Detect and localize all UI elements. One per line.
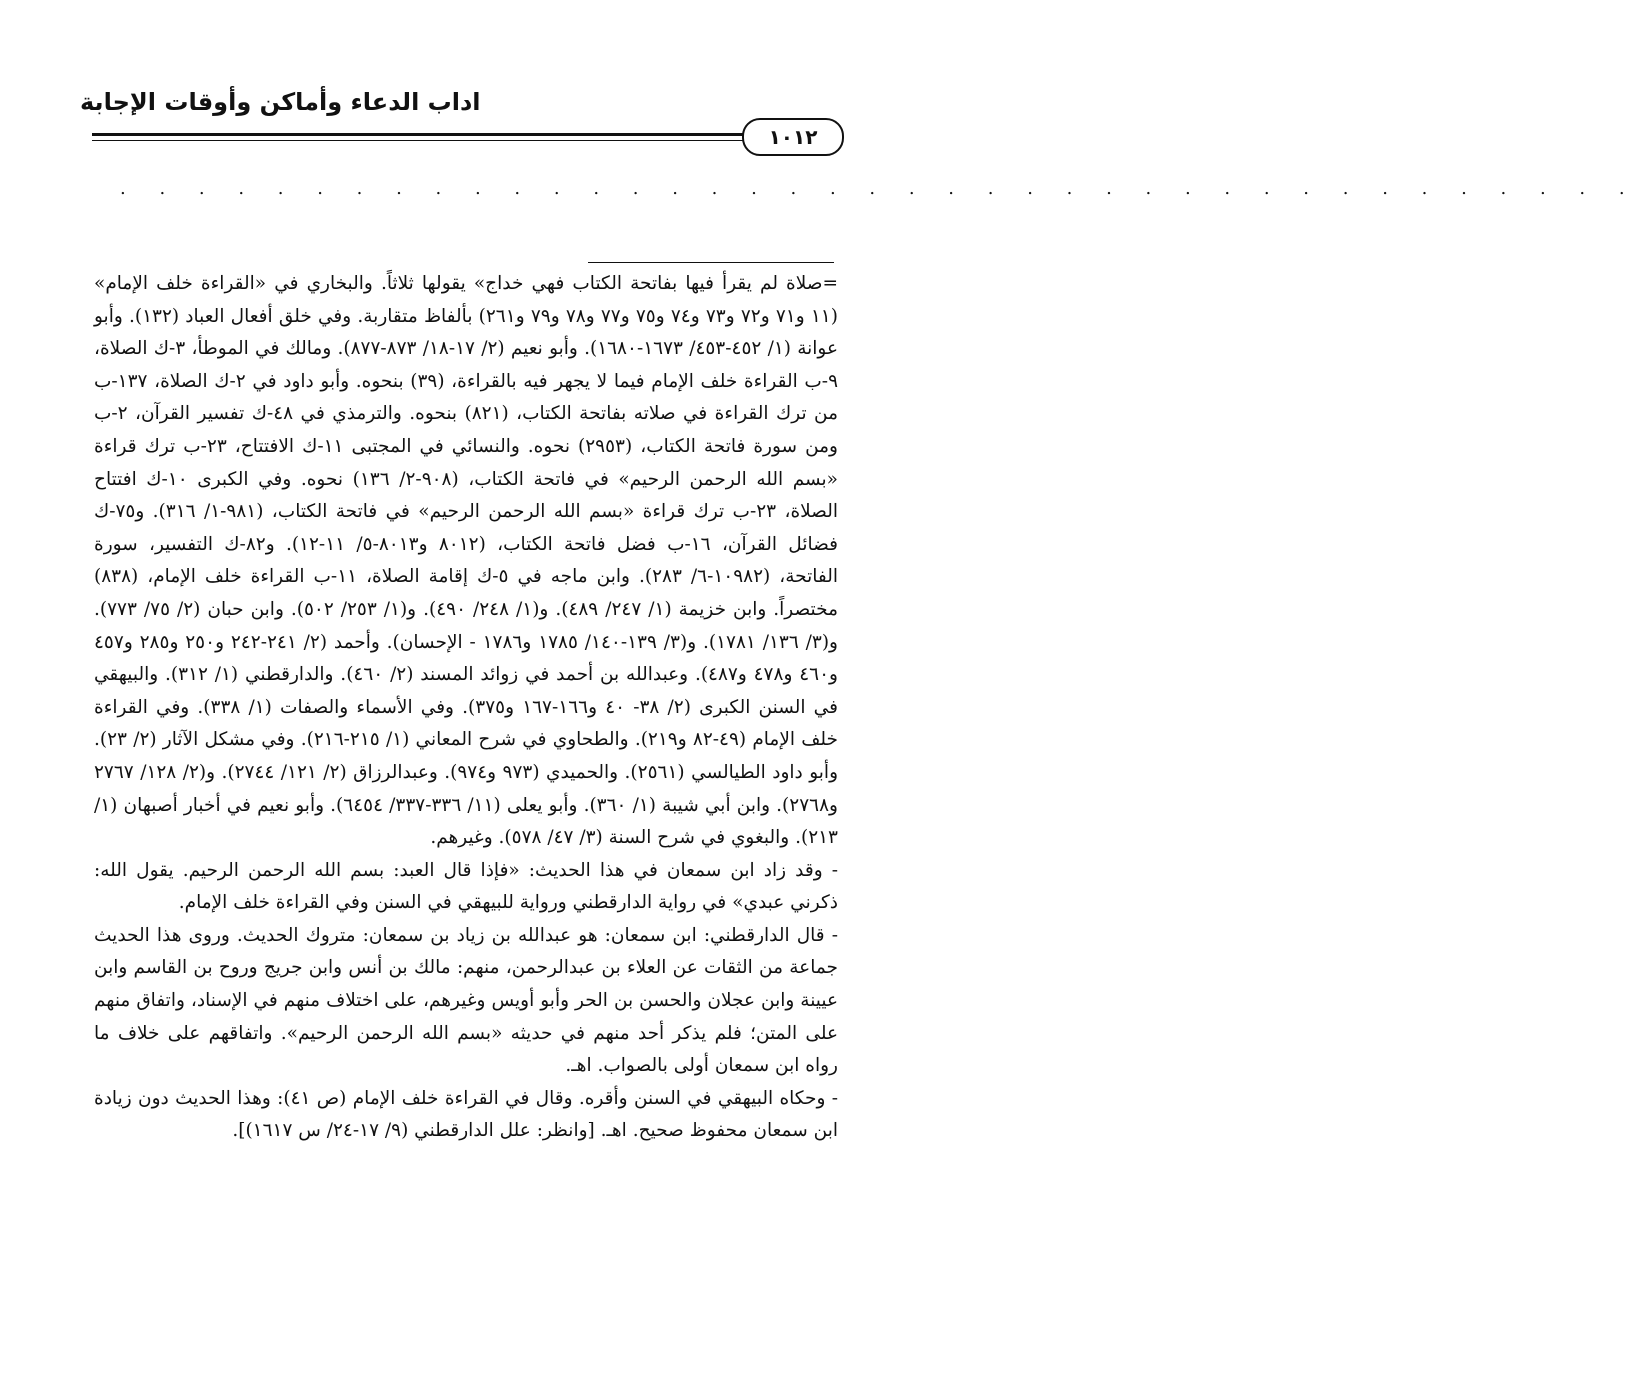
footnote-block: [94, 268, 838, 1328]
page-number: ١٠١٢: [742, 118, 844, 156]
footnote-rule: [588, 262, 834, 263]
footnote-paragraph: - قال الدارقطني: ابن سمعان: هو عبدالله بن زياد بن سمعان: متروك الحديث. وروى هذا الحديث جماعة من الثقات عن العلاء بن عبدالرحمن، منهم: مالك بن أنس وابن جريج وروح بن القاسم وابن عيينة وابن عجلان والحسن بن الحر وأبو أويس وغيرهم، على اختلاف منهم في الإسناد، واتفاق منهم على المتن؛ فلم يذكر أحد منهم في حديثه «بسم الله الرحمن الرحيم». واتفاقهم على خلاف ما رواه ابن سمعان أولى بالصواب. اهـ.: [94, 924, 838, 1077]
footnote-paragraph: =صلاة لم يقرأ فيها بفاتحة الكتاب فهي خداج» يقولها ثلاثاً. والبخاري في «القراءة خلف الإمام» (١١ و٧١ و٧٢ و٧٣ و٧٤ و٧٥ و٧٧ و٧٨ و٧٩ و٢٦١) بألفاظ متقاربة. وفي خلق أفعال العباد (١٣٢). وأبو عوانة (١/ ٤٥٢-٤٥٣/ ١٦٧٣-١٦٨٠). وأبو نعيم (٢/ ١٧-١٨/ ٨٧٣-٨٧٧). ومالك في الموطأ، ٣-ك الصلاة، ٩-ب القراءة خلف الإمام فيما لا يجهر فيه بالقراءة، (٣٩) بنحوه. وأبو داود في ٢-ك الصلاة، ١٣٧-ب من ترك القراءة في صلاته بفاتحة الكتاب، (٨٢١) بنحوه. والترمذي في ٤٨-ك تفسير القرآن، ٢-ب ومن سورة فاتحة الكتاب، (٢٩٥٣) نحوه. والنسائي في المجتبى ١١-ك الافتتاح، ٢٣-ب ترك قراءة «بسم الله الرحمن الرحيم» في فاتحة الكتاب، (٩٠٨-٢/ ١٣٦) نحوه. وفي الكبرى ١٠-ك افتتاح الصلاة، ٢٣-ب ترك قراءة «بسم الله الرحمن الرحيم» في فاتحة الكتاب، (٩٨١-١/ ٣١٦). و٧٥-ك فضائل القرآن، ١٦-ب فضل فاتحة الكتاب، (٨٠١٢ و٨٠١٣-٥/ ١١-١٢). و٨٢-ك التفسير، سورة الفاتحة، (١٠٩٨٢-٦/ ٢٨٣). وابن ماجه في ٥-ك إقامة الصلاة، ١١-ب القراءة خلف الإمام، (٨٣٨) مختصراً. وابن خزيمة (١/ ٢٤٧/ ٤٨٩). و(١/ ٢٤٨/ ٤٩٠). و(١/ ٢٥٣/ ٥٠٢). وابن حبان (٢/ ٧٥/ ٧٧٣). و(٣/ ١٣٦/ ١٧٨١). و(٣/ ١٣٩-١٤٠/ ١٧٨٥ و١٧٨٦ - الإحسان). وأحمد (٢/ ٢٤١-٢٤٢ و٢٥٠ و٢٨٥ و٤٥٧ و٤٦٠ و٤٧٨ و٤٨٧). وعبدالله بن أحمد في زوائد المسند (٢/ ٤٦٠). والدارقطني (١/ ٣١٢). والبيهقي في السنن الكبرى (٢/ ٣٨- ٤٠ و١٦٦-١٦٧ و٣٧٥). وفي الأسماء والصفات (١/ ٣٣٨). وفي القراءة خلف الإمام (٤٩-٨٢ و٢١٩). والطحاوي في شرح المعاني (١/ ٢١٥-٢١٦). وفي مشكل الآثار (٢/ ٢٣). وأبو داود الطيالسي (٢٥٦١). والحميدي (٩٧٣ و٩٧٤). وعبدالرزاق (٢/ ١٢١/ ٢٧٤٤). و(٢/ ١٢٨/ ٢٧٦٧ و٢٧٦٨). وابن أبي شيبة (١/ ٣٦٠). وأبو يعلى (١١/ ٣٣٦-٣٣٧/ ٦٤٥٤). وأبو نعيم في أخبار أصبهان (١/ ٢١٣). والبغوي في شرح السنة (٣/ ٤٧/ ٥٧٨). وغيرهم.: [94, 273, 839, 849]
footnote-paragraph: - وقد زاد ابن سمعان في هذا الحديث: «فإذا قال العبد: بسم الله الرحمن الرحيم. يقول الله: ذكرني عبدي» في رواية الدارقطني ورواية للبيهقي في السنن وفي القراءة خلف الإمام.: [94, 859, 838, 914]
header-rule-thin: [92, 140, 827, 141]
header-rule: [92, 133, 827, 136]
section-separator: . . . . . . . . . . . . . . . . . . . . . . . . . . . . . . . . . . . . . . .: [120, 178, 1639, 199]
book-title: اداب الدعاء وأماكن وأوقات الإجابة: [80, 88, 481, 116]
footnote-paragraph: - وحكاه البيهقي في السنن وأقره. وقال في القراءة خلف الإمام (ص ٤١): وهذا الحديث دون زيادة ابن سمعان محفوظ صحيح. اهـ. [وانظر: علل الدارقطني (٩/ ١٧-٢٤/ س ١٦١٧)].: [94, 1087, 838, 1142]
running-header: [80, 88, 840, 124]
